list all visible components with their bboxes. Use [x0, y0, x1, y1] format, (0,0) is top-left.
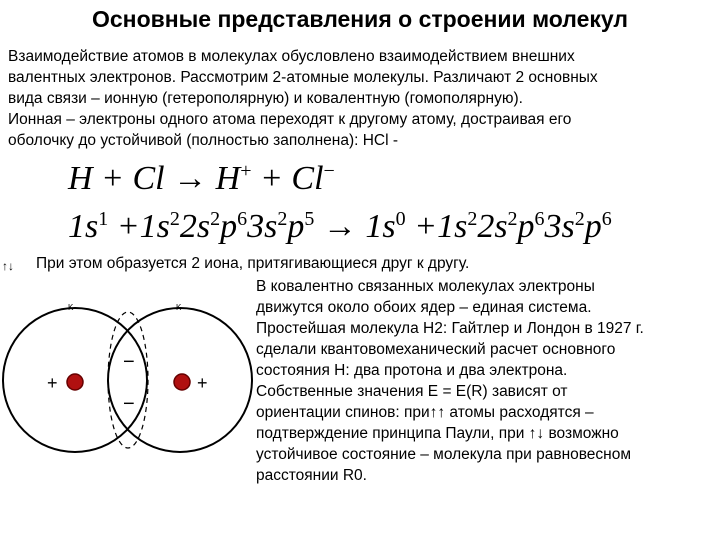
- config-term: p: [220, 208, 238, 245]
- config-exp: 0: [395, 208, 406, 230]
- config-exp: 6: [237, 208, 248, 230]
- equation-lhs: H + Cl: [68, 160, 165, 197]
- right-nucleus: [174, 374, 190, 390]
- config-exp: 2: [467, 208, 478, 230]
- ionization-equation: [68, 160, 335, 198]
- right-charge: +: [197, 373, 208, 393]
- page-title: Основные представления о строении молекул: [92, 6, 628, 32]
- config-term: +1s: [108, 208, 170, 245]
- config-term: p: [584, 208, 602, 245]
- electron-charge-bottom: −: [123, 393, 135, 415]
- intro-line: валентных электронов. Рассмотрим 2-атомные молекулы. Различают 2 основных: [8, 69, 598, 86]
- config-term: +1s: [405, 208, 468, 245]
- config-exp: 2: [277, 208, 288, 230]
- description-line: В ковалентно связанных молекулах электроны: [256, 278, 595, 295]
- intro-line: Ионная – электроны одного атома переходят к другому атому, достраивая его: [8, 111, 572, 128]
- description-line: движутся около обоих ядер – единая система.: [256, 299, 592, 316]
- config-term: p: [517, 208, 535, 245]
- config-term: p: [287, 208, 305, 245]
- intro-line: оболочку до устойчивой (полностью заполнена): HCl -: [8, 132, 399, 149]
- h-ion: H: [215, 160, 241, 197]
- config-exp: 2: [210, 208, 221, 230]
- covalent-description: [256, 276, 716, 486]
- config-exp: 2: [574, 208, 585, 230]
- config-exp: 6: [534, 208, 545, 230]
- electron-configuration-equation: [68, 208, 612, 246]
- config-exp: 1: [98, 208, 109, 230]
- description-line: сделали квантовомеханический расчет основного: [256, 341, 616, 358]
- h2-bond-diagram: [0, 280, 256, 480]
- reaction-arrow: →: [173, 160, 208, 197]
- left-shell-label: K: [68, 303, 74, 312]
- config-term: 2s: [477, 208, 508, 245]
- config-term: 3s: [544, 208, 575, 245]
- intro-line: вида связи – ионную (гетерополярную) и ковалентную (гомополярную).: [8, 90, 523, 107]
- reaction-arrow: →: [314, 208, 366, 245]
- description-line: Простейшая молекула Н2: Гайтлер и Лондон в 1927 г.: [256, 320, 644, 337]
- description-line: устойчивое состояние – молекула при равновесном: [256, 446, 632, 463]
- description-line: Собственные значения E = E(R) зависят от: [256, 383, 568, 400]
- intro-text: [8, 46, 713, 151]
- ion-statement: При этом образуется 2 иона, притягивающиеся друг к другу.: [36, 255, 470, 272]
- config-exp: 2: [507, 208, 518, 230]
- cl-charge: −: [323, 160, 335, 182]
- config-term: 1s: [365, 208, 396, 245]
- intro-line: Взаимодействие атомов в молекулах обусловлено взаимодействием внешних: [8, 48, 575, 65]
- right-shell-label: K: [176, 303, 182, 312]
- spin-arrows-icon: ↑↓: [2, 259, 14, 273]
- description-line: состояния Н: два протона и два электрона.: [256, 362, 568, 379]
- config-term: 3s: [247, 208, 278, 245]
- config-exp: 6: [601, 208, 612, 230]
- description-line: расстоянии R0.: [256, 467, 367, 484]
- config-term: 1s: [68, 208, 99, 245]
- config-exp: 5: [304, 208, 315, 230]
- left-charge: +: [47, 373, 58, 393]
- config-exp: 2: [169, 208, 180, 230]
- config-term: 2s: [179, 208, 211, 245]
- cl-ion: + Cl: [251, 160, 324, 197]
- description-line: ориентации спинов: при↑↑ атомы расходятся –: [256, 404, 594, 421]
- left-nucleus: [67, 374, 83, 390]
- h-charge: +: [240, 160, 252, 182]
- electron-charge-top: −: [123, 351, 135, 373]
- description-line: подтверждение принципа Паули, при ↑↓ возможно: [256, 425, 619, 442]
